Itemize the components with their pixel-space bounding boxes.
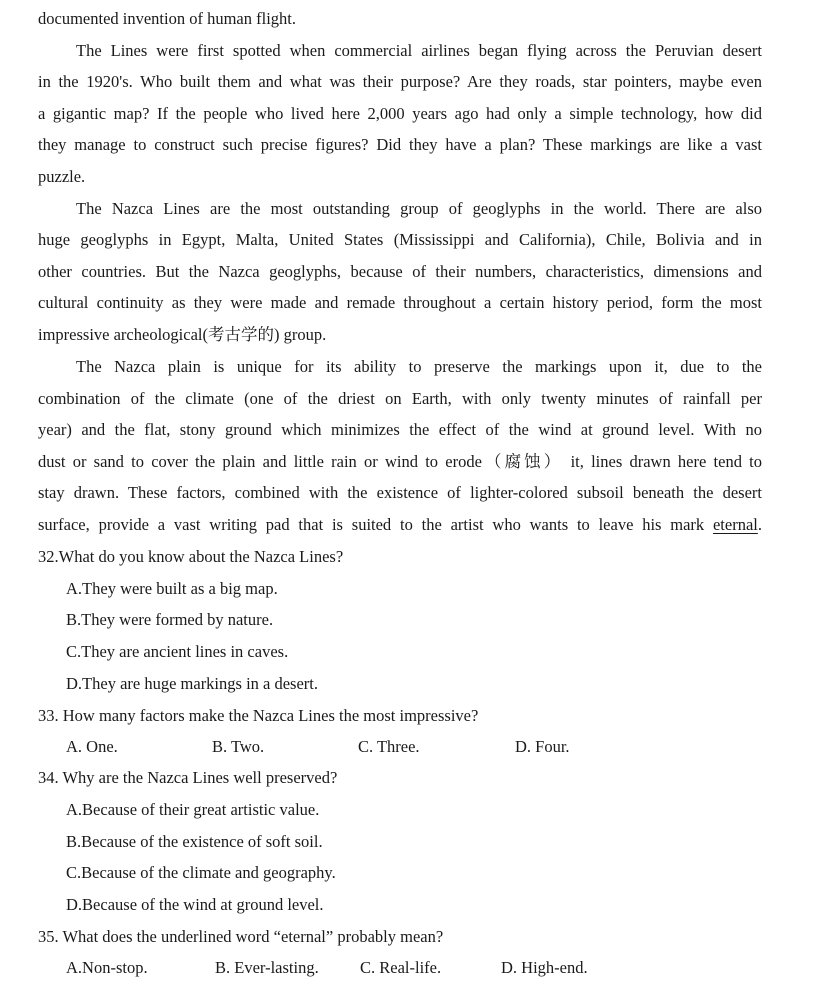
passage-line: huge geoglyphs in Egypt, Malta, United States (Mississippi and California), Chile, Bolivia and in bbox=[38, 230, 762, 249]
answer-option[interactable]: C.They are ancient lines in caves. bbox=[66, 642, 289, 661]
question-stem: 33. How many factors make the Nazca Lines the most impressive? bbox=[38, 706, 479, 725]
passage-line: cultural continuity as they were made and remade throughout a certain history period, form the most bbox=[38, 293, 762, 312]
question-stem: 35. What does the underlined word “eternal” probably mean? bbox=[38, 927, 444, 946]
passage-line: The Nazca Lines are the most outstanding group of geoglyphs in the world. There are also bbox=[76, 199, 762, 218]
passage-line: documented invention of human flight. bbox=[38, 9, 296, 28]
answer-option[interactable]: B. Ever-lasting. bbox=[215, 958, 319, 977]
answer-option[interactable]: A.Non-stop. bbox=[66, 958, 148, 977]
answer-option[interactable]: A. One. bbox=[66, 737, 118, 756]
answer-option[interactable]: A.They were built as a big map. bbox=[66, 579, 278, 598]
passage-line: a gigantic map? If the people who lived here 2,000 years ago had only a simple technology, how did bbox=[38, 104, 762, 123]
answer-option[interactable]: B. Two. bbox=[212, 737, 265, 756]
passage-line: The Lines were first spotted when commercial airlines began flying across the Peruvian desert bbox=[76, 41, 762, 60]
passage-line: combination of the climate (one of the driest on Earth, with only twenty minutes of rainfall per bbox=[38, 389, 762, 408]
answer-option[interactable]: C.Because of the climate and geography. bbox=[66, 863, 336, 882]
question-stem: 34. Why are the Nazca Lines well preserved? bbox=[38, 768, 338, 787]
underlined-word: eternal bbox=[712, 515, 758, 534]
answer-option[interactable]: A.Because of their great artistic value. bbox=[66, 800, 320, 819]
answer-option[interactable]: C. Three. bbox=[358, 737, 420, 756]
passage-line: stay drawn. These factors, combined with the existence of lighter-colored subsoil beneath the desert bbox=[38, 483, 762, 502]
answer-option[interactable]: D. High-end. bbox=[501, 958, 588, 977]
passage-line: The Nazca plain is unique for its ability to preserve the markings upon it, due to the bbox=[76, 357, 762, 376]
passage-line: dust or sand to cover the plain and little rain or wind to erode（腐蚀） it, lines drawn here tend to bbox=[38, 452, 762, 471]
passage-line: other countries. But the Nazca geoglyphs, because of their numbers, characteristics, dimensions and bbox=[38, 262, 762, 281]
answer-option[interactable]: D. Four. bbox=[515, 737, 570, 756]
answer-option[interactable]: C. Real-life. bbox=[360, 958, 442, 977]
passage-line: in the 1920's. Who built them and what was their purpose? Are they roads, star pointers, maybe even bbox=[38, 72, 762, 91]
passage-text: surface, provide a vast writing pad that is suited to the artist who wants to leave his mark bbox=[38, 515, 713, 534]
passage-line: year) and the flat, stony ground which minimizes the effect of the wind at ground level. With no bbox=[38, 420, 762, 439]
answer-option[interactable]: B.They were formed by nature. bbox=[66, 610, 274, 629]
answer-option[interactable]: B.Because of the existence of soft soil. bbox=[66, 832, 323, 851]
passage-text: . bbox=[757, 515, 762, 534]
answer-option[interactable]: D.Because of the wind at ground level. bbox=[66, 895, 324, 914]
answer-option[interactable]: D.They are huge markings in a desert. bbox=[66, 674, 318, 693]
passage-line-last bbox=[38, 515, 762, 535]
passage-line: puzzle. bbox=[38, 167, 86, 186]
passage-line: impressive archeological(考古学的) group. bbox=[38, 325, 327, 344]
passage-line: they manage to construct such precise figures? Did they have a plan? These markings are like a vast bbox=[38, 135, 762, 154]
question-stem: 32.What do you know about the Nazca Lines? bbox=[38, 547, 344, 566]
